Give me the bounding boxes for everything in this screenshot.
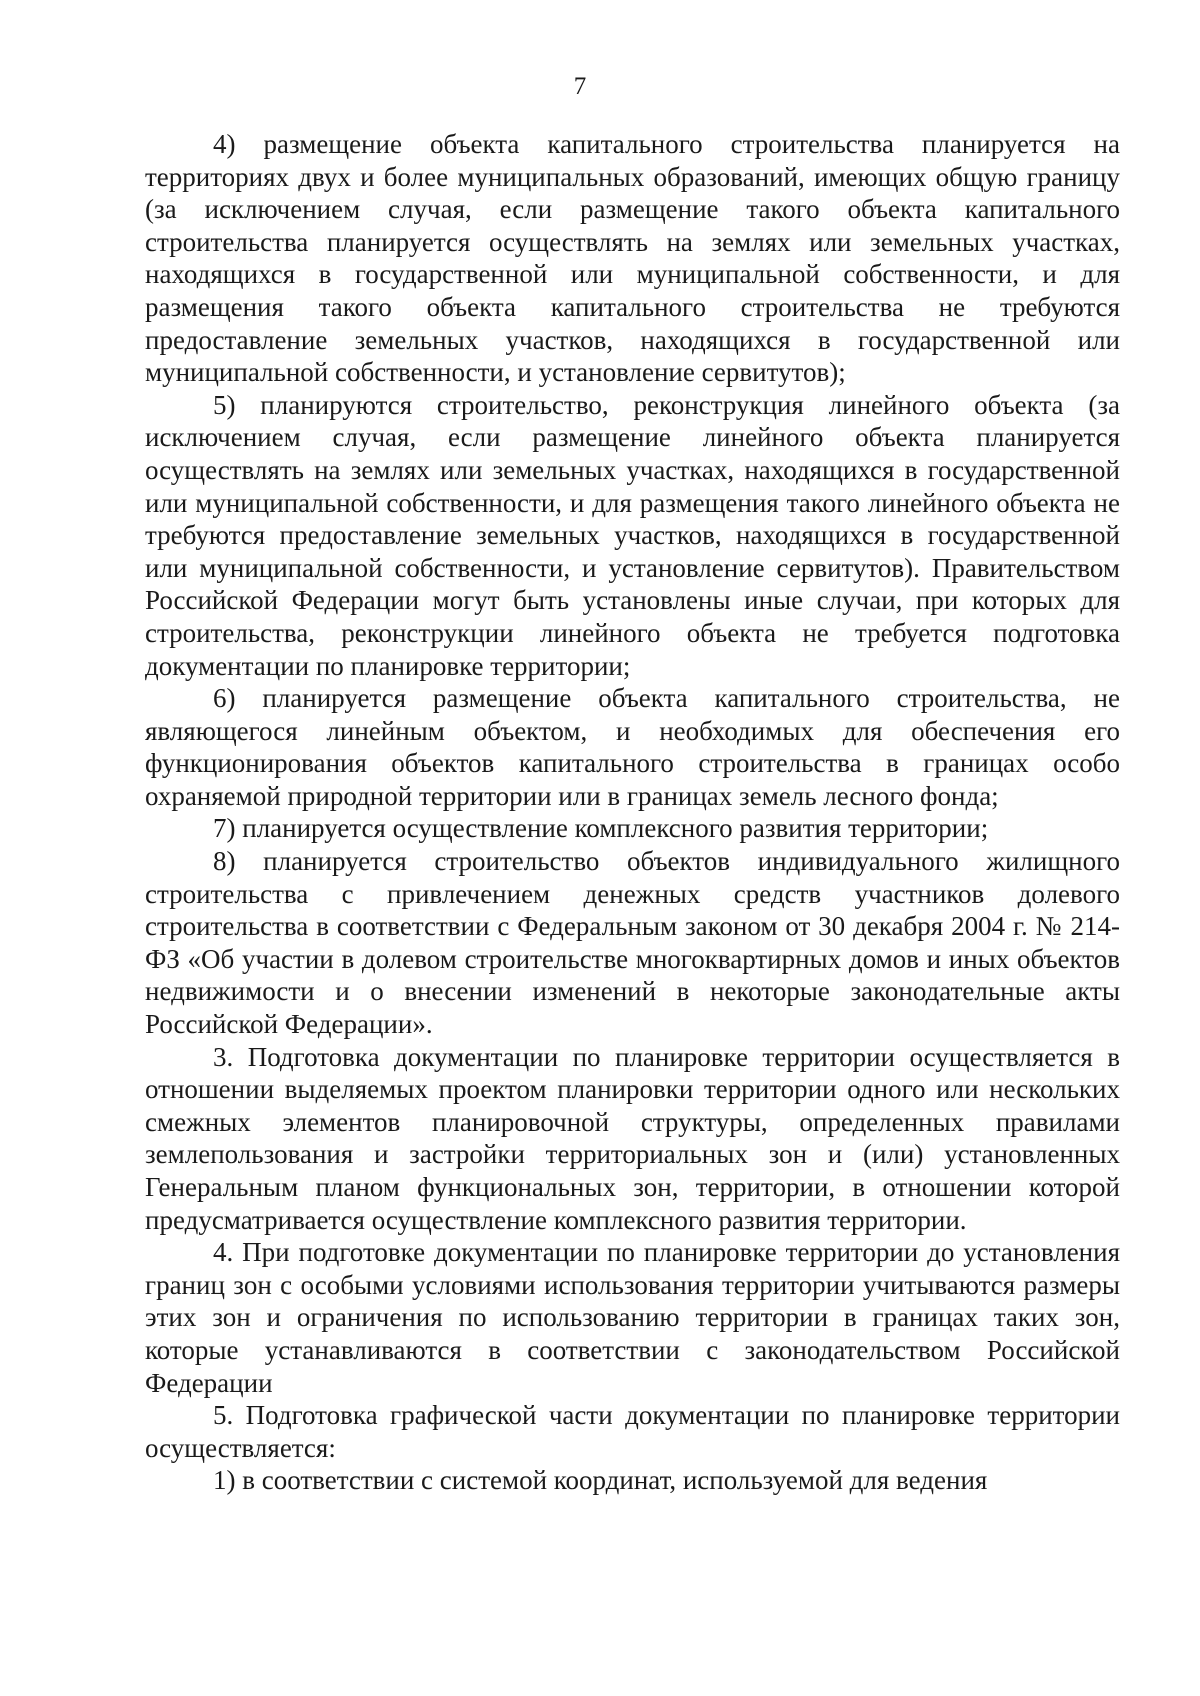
paragraph-item-4: 4) размещение объекта капитального строительства планируется на территориях двух и более муниципальных образований, имеющих общую границу (за исключением случая, если размещение такого объекта капитального строительства планируется осуществлять на землях или земельных участках, находящихся в государственной или муниципальной собственности, и для размещения такого объекта капитального строительства не требуются предоставление земельных участков, находящихся в государственной или муниципальной собственности, и установление сервитутов); [145, 129, 1120, 388]
paragraph-section-5: 5. Подготовка графической части документации по планировке территории осуществляется: [145, 1400, 1120, 1463]
paragraph-section-3: 3. Подготовка документации по планировке территории осуществляется в отношении выделяемых проектом планировки территории одного или нескольких смежных элементов планировочной структуры, определенных правилами землепользования и застройки территориальных зон и (или) установленных Генеральным планом функциональных зон, территории, в отношении которой предусматривается осуществление комплексного развития территории. [145, 1041, 1120, 1235]
document-body [145, 128, 1120, 1497]
paragraph-item-5: 5) планируются строительство, реконструкция линейного объекта (за исключением случая, если размещение линейного объекта планируется осуществлять на землях или земельных участках, находящихся в государственной или муниципальной собственности, и для размещения такого линейного объекта не требуются предоставление земельных участков, находящихся в государственной или муниципальной собственности, и установление сервитутов). Правительством Российской Федерации могут быть установлены иные случаи, при которых для строительства, реконструкции линейного объекта не требуется подготовка документации по планировке территории; [145, 389, 1120, 681]
paragraph-item-6: 6) планируется размещение объекта капитального строительства, не являющегося линейным объектом, и необходимых для обеспечения его функционирования объектов капитального строительства в границах особо охраняемой природной территории или в границах земель лесного фонда; [145, 683, 1120, 811]
paragraph-section-4: 4. При подготовке документации по планировке территории до установления границ зон с особыми условиями использования территории учитываются размеры этих зон и ограничения по использованию территории в границах таких зон, которые устанавливаются в соответствии с законодательством Российской Федерации [145, 1237, 1120, 1398]
paragraph-item-7: 7) планируется осуществление комплексного развития территории; [213, 813, 989, 844]
page-number: 7 [573, 73, 587, 100]
paragraph-subitem-1: 1) в соответствии с системой координат, используемой для ведения [213, 1465, 988, 1496]
paragraph-item-8: 8) планируется строительство объектов индивидуального жилищного строительства с привлечением денежных средств участников долевого строительства в соответствии с Федеральным законом от 30 декабря 2004 г. № 214-ФЗ «Об участии в долевом строительстве многоквартирных домов и иных объектов недвижимости и о внесении изменений в некоторые законодательные акты Российской Федерации». [145, 846, 1120, 1040]
